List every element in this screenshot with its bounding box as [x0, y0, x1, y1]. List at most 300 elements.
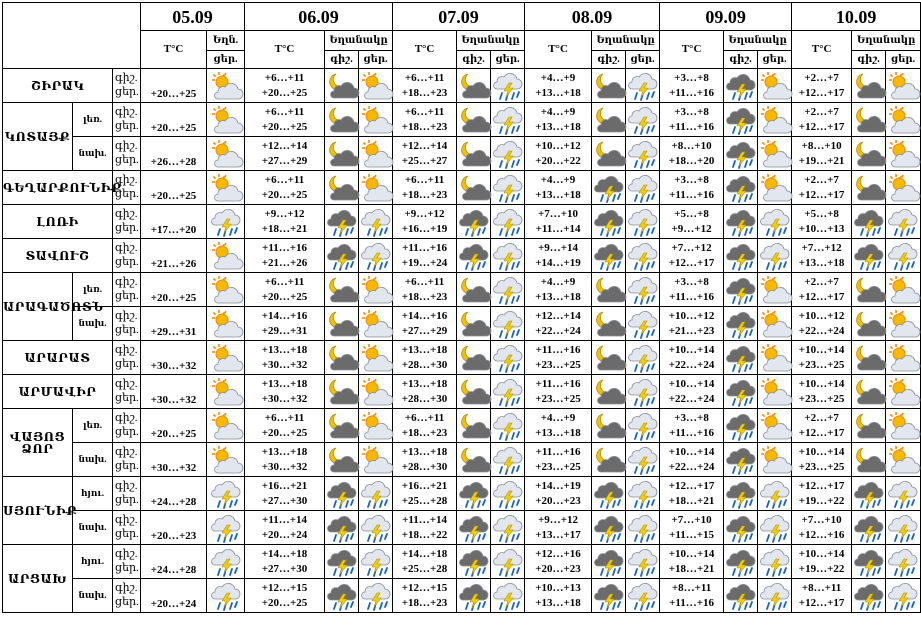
moon-cloud-icon: [852, 375, 886, 409]
temp-cell: [245, 477, 325, 511]
rain-icon: [207, 579, 245, 613]
sun-cloud-icon: [758, 137, 792, 171]
night-temp: +4…+9: [540, 71, 576, 84]
night-temp: +9…+12: [538, 513, 579, 526]
day-temp: +30…+32: [261, 460, 308, 473]
night-temp: +8…+10: [671, 139, 712, 152]
night-temp: +7…+12: [671, 241, 712, 254]
day-temp: +18…+22: [401, 528, 448, 541]
night-day-label: [113, 171, 141, 205]
night-temp: +11…+16: [535, 377, 581, 390]
day-temp: +28…+30: [401, 460, 448, 473]
table-row: [3, 511, 921, 545]
night-temp: +7…+12: [801, 241, 842, 254]
sun-cloud-icon: [207, 103, 245, 137]
temp-cell: [660, 205, 724, 239]
rain-icon: [886, 205, 921, 239]
thunderstorm-icon: [325, 511, 359, 545]
day-temp: +28…+30: [401, 358, 448, 371]
rain-icon: [626, 307, 660, 341]
region-name: ԿՈՏԱՅՔ: [3, 103, 73, 171]
date-header: 07.09: [393, 3, 525, 31]
night-temp: +10…+14: [668, 445, 715, 458]
rain-icon: [207, 205, 245, 239]
rain-icon: [491, 443, 525, 477]
night-temp: +9…+12: [404, 207, 445, 220]
moon-cloud-icon: [852, 171, 886, 205]
rain-icon: [758, 205, 792, 239]
rain-icon: [359, 239, 393, 273]
day-label: ցեր.: [115, 493, 139, 506]
moon-cloud-icon: [592, 443, 626, 477]
thunderstorm-icon: [325, 545, 359, 579]
rain-icon: [758, 545, 792, 579]
sun-cloud-icon: [207, 239, 245, 273]
night-temp: +12…+16: [535, 547, 581, 560]
temp-cell: [792, 273, 852, 307]
night-temp: +7…+10: [801, 513, 842, 526]
sun-cloud-icon: [359, 307, 393, 341]
moon-cloud-icon: [852, 103, 886, 137]
night-temp: +11…+16: [262, 241, 307, 254]
night-day-label: [113, 103, 141, 137]
day-temp: +21…+23: [668, 324, 715, 337]
day-temp: +11…+16: [669, 120, 715, 133]
night-temp: +4…+9: [540, 173, 576, 186]
day-temp: +12…+17: [798, 426, 845, 439]
night-label: գիշ.: [115, 377, 138, 390]
thunderstorm-icon: [592, 205, 626, 239]
night-temp: +8…+10: [801, 139, 842, 152]
zone-label: լեռ.: [73, 409, 113, 443]
rain-icon: [491, 69, 525, 103]
night-temp: +3…+8: [674, 71, 709, 84]
temp-cell: [660, 579, 724, 613]
temp-cell: [393, 273, 457, 307]
thunderstorm-icon: [457, 205, 491, 239]
zone-label: նախ.: [73, 307, 113, 341]
day-temp: +27…+30: [261, 562, 308, 575]
day-temp: +23…+25: [798, 460, 845, 473]
rain-icon: [491, 511, 525, 545]
moon-cloud-icon: [325, 307, 359, 341]
night-label: գիշ.: [115, 241, 138, 254]
sun-cloud-icon: [886, 273, 921, 307]
night-day-label: [113, 307, 141, 341]
thunderstorm-icon: [457, 239, 491, 273]
temp-cell: [525, 137, 592, 171]
sun-cloud-icon: [359, 69, 393, 103]
rain-icon: [626, 205, 660, 239]
moon-cloud-icon: [592, 69, 626, 103]
temp-cell: [660, 511, 724, 545]
night-label: գիշ.: [115, 207, 138, 220]
night-temp: +4…+9: [540, 411, 576, 424]
day-temp: +12…+17: [798, 86, 845, 99]
night-temp: +11…+16: [535, 445, 581, 458]
rain-icon: [886, 477, 921, 511]
thunderstorm-icon: [457, 477, 491, 511]
thunderstorm-icon: [592, 477, 626, 511]
table-row: [3, 443, 921, 477]
night-temp: +2…+7: [804, 173, 839, 186]
day-temp: +11…+15: [669, 528, 715, 541]
night-day-label: [113, 443, 141, 477]
day-temp: +18…+23: [401, 596, 448, 609]
moon-cloud-icon: [325, 171, 359, 205]
temp-cell: [660, 137, 724, 171]
night-temp: +13…+18: [261, 343, 308, 356]
temp-cell: [792, 477, 852, 511]
day-temp: +22…+24: [668, 358, 715, 371]
temp-cell: [245, 443, 325, 477]
temp-cell: [393, 239, 457, 273]
temp-cell: +29…+31: [141, 307, 207, 341]
sun-cloud-icon: [886, 69, 921, 103]
day-temp: +18…+23: [401, 120, 448, 133]
temp-cell: [660, 239, 724, 273]
temp-cell: [525, 579, 592, 613]
night-temp: +6…+11: [264, 71, 305, 84]
date-header: 06.09: [245, 3, 393, 31]
day-subheader: ցեր.: [758, 51, 792, 69]
thunderstorm-icon: [852, 545, 886, 579]
day-temp: +20…+25: [261, 290, 308, 303]
night-label: գիշ.: [115, 479, 138, 492]
moon-cloud-icon: [592, 409, 626, 443]
temp-cell: +17…+20: [141, 205, 207, 239]
night-label: գիշ.: [115, 547, 138, 560]
night-label: գիշ.: [115, 513, 138, 526]
night-subheader: գիշ.: [457, 51, 491, 69]
moon-cloud-icon: [457, 137, 491, 171]
day-temp: +12…+16: [798, 528, 845, 541]
night-temp: +2…+7: [804, 71, 839, 84]
zone-label: լեռ.: [73, 103, 113, 137]
night-label: գիշ.: [115, 139, 138, 152]
table-row: [3, 103, 921, 137]
day-label: ցեր.: [115, 187, 139, 200]
day-temp: +19…+24: [401, 256, 448, 269]
thunderstorm-icon: [724, 171, 758, 205]
rain-icon: [886, 579, 921, 613]
night-day-label: [113, 477, 141, 511]
temp-cell: [525, 545, 592, 579]
night-temp: +2…+7: [804, 105, 839, 118]
sun-cloud-icon: [207, 69, 245, 103]
day-temp: +22…+24: [668, 392, 715, 405]
sun-cloud-icon: [758, 103, 792, 137]
thunderstorm-icon: [724, 239, 758, 273]
sun-cloud-icon: [758, 307, 792, 341]
temp-cell: [393, 409, 457, 443]
thunderstorm-icon: [724, 409, 758, 443]
sun-cloud-icon: [886, 137, 921, 171]
night-subheader: գիշ.: [325, 51, 359, 69]
day-temp: +13…+18: [535, 426, 581, 439]
temp-cell: [245, 375, 325, 409]
rain-icon: [758, 579, 792, 613]
temp-cell: [525, 205, 592, 239]
night-temp: +10…+14: [798, 547, 845, 560]
night-label: գիշ.: [115, 411, 138, 424]
day-temp: +12…+17: [798, 188, 845, 201]
moon-cloud-icon: [457, 375, 491, 409]
forecast-table: [2, 2, 921, 613]
night-label: գիշ.: [115, 445, 138, 458]
night-day-label: [113, 545, 141, 579]
night-temp: +3…+8: [674, 173, 709, 186]
rain-icon: [359, 511, 393, 545]
sun-cloud-icon: [359, 443, 393, 477]
rain-icon: [359, 545, 393, 579]
sun-cloud-icon: [359, 103, 393, 137]
day-temp: +28…+30: [401, 392, 448, 405]
day-temp: +23…+25: [535, 460, 581, 473]
rain-icon: [491, 103, 525, 137]
night-temp: +8…+11: [671, 581, 712, 594]
zone-label: նախ.: [73, 579, 113, 613]
temp-cell: +20…+25: [141, 171, 207, 205]
night-temp: +3…+8: [674, 275, 709, 288]
moon-cloud-icon: [325, 103, 359, 137]
temp-cell: [660, 545, 724, 579]
temp-cell: [792, 341, 852, 375]
day-label: ցեր.: [115, 221, 139, 234]
temp-cell: [245, 171, 325, 205]
day-temp: +11…+16: [669, 596, 715, 609]
night-temp: +8…+11: [801, 581, 842, 594]
thunderstorm-icon: [724, 545, 758, 579]
temp-cell: [792, 545, 852, 579]
night-temp: +12…+14: [401, 139, 448, 152]
sun-cloud-icon: [758, 409, 792, 443]
night-temp: +9…+14: [538, 241, 579, 254]
day-temp: +20…+25: [261, 426, 308, 439]
temp-cell: [245, 307, 325, 341]
temp-cell: [245, 239, 325, 273]
rain-icon: [758, 477, 792, 511]
night-temp: +14…+16: [401, 309, 448, 322]
table-row: [3, 273, 921, 307]
temp-cell: +30…+32: [141, 375, 207, 409]
sun-cloud-icon: [207, 273, 245, 307]
table-row: [3, 477, 921, 511]
thunderstorm-icon: [325, 239, 359, 273]
temp-header: T°C: [141, 31, 207, 69]
temp-cell: [525, 477, 592, 511]
temp-cell: [792, 205, 852, 239]
temp-cell: [245, 341, 325, 375]
temp-cell: [525, 307, 592, 341]
moon-cloud-icon: [852, 409, 886, 443]
zone-label: նախ.: [73, 137, 113, 171]
temp-cell: [792, 375, 852, 409]
night-temp: +10…+12: [535, 139, 581, 152]
rain-icon: [491, 137, 525, 171]
night-temp: +11…+16: [535, 343, 581, 356]
sun-cloud-icon: [886, 103, 921, 137]
night-day-label: [113, 579, 141, 613]
night-temp: +5…+8: [674, 207, 709, 220]
thunderstorm-icon: [592, 239, 626, 273]
weather-header: Եղանակը: [724, 31, 792, 51]
night-day-label: [113, 137, 141, 171]
sun-cloud-icon: [359, 137, 393, 171]
sun-cloud-icon: [758, 273, 792, 307]
day-temp: +13…+18: [535, 120, 581, 133]
thunderstorm-icon: [724, 205, 758, 239]
temp-cell: [525, 273, 592, 307]
temp-cell: [393, 171, 457, 205]
thunderstorm-icon: [592, 511, 626, 545]
sun-cloud-icon: [207, 137, 245, 171]
rain-icon: [207, 511, 245, 545]
corner-cell: [3, 3, 141, 69]
temp-cell: [792, 171, 852, 205]
night-temp: +5…+8: [804, 207, 839, 220]
moon-cloud-icon: [325, 69, 359, 103]
day-label: ցեր.: [115, 527, 139, 540]
temp-cell: [792, 511, 852, 545]
day-temp: +18…+23: [401, 290, 448, 303]
night-temp: +13…+18: [261, 445, 308, 458]
day-temp: +27…+29: [261, 154, 308, 167]
day-temp: +10…+13: [798, 222, 845, 235]
night-temp: +10…+13: [535, 581, 581, 594]
day-temp: +27…+29: [401, 324, 448, 337]
temp-cell: [393, 443, 457, 477]
night-temp: +6…+11: [404, 105, 445, 118]
temp-cell: [792, 579, 852, 613]
temp-cell: [525, 69, 592, 103]
region-name: ՇԻՐԱԿ: [3, 69, 113, 103]
temp-cell: [245, 137, 325, 171]
temp-cell: [393, 103, 457, 137]
night-temp: +4…+9: [540, 275, 576, 288]
rain-icon: [886, 511, 921, 545]
day-temp: +20…+25: [261, 120, 308, 133]
day-label: ցեր.: [115, 153, 139, 166]
day-temp: +23…+25: [535, 358, 581, 371]
day-temp: +20…+23: [535, 494, 581, 507]
day-temp: +18…+23: [401, 426, 448, 439]
temp-cell: [660, 409, 724, 443]
moon-cloud-icon: [852, 307, 886, 341]
moon-cloud-icon: [325, 137, 359, 171]
moon-cloud-icon: [852, 137, 886, 171]
rain-icon: [491, 171, 525, 205]
region-name: ՏԱՎՈՒՇ: [3, 239, 113, 273]
night-label: գիշ.: [115, 343, 138, 356]
night-temp: +7…+10: [538, 207, 579, 220]
zone-label: նախ.: [73, 443, 113, 477]
night-temp: +4…+9: [540, 105, 576, 118]
day-temp: +20…+25: [261, 188, 308, 201]
day-subheader: ցեր.: [626, 51, 660, 69]
night-temp: +2…+7: [804, 275, 839, 288]
thunderstorm-icon: [724, 477, 758, 511]
temp-cell: [660, 307, 724, 341]
temp-cell: [660, 477, 724, 511]
day-temp: +11…+16: [669, 188, 715, 201]
moon-cloud-icon: [457, 69, 491, 103]
weather-header: Եղանակը: [852, 31, 921, 51]
day-temp: +12…+17: [798, 290, 845, 303]
day-label: ցեր.: [115, 119, 139, 132]
table-row: [3, 307, 921, 341]
rain-icon: [207, 477, 245, 511]
night-day-label: [113, 205, 141, 239]
night-day-label: [113, 239, 141, 273]
temp-cell: [245, 103, 325, 137]
moon-cloud-icon: [457, 341, 491, 375]
day-temp: +30…+32: [261, 358, 308, 371]
day-temp: +20…+23: [535, 562, 581, 575]
night-temp: +9…+12: [264, 207, 305, 220]
moon-cloud-icon: [325, 341, 359, 375]
thunderstorm-icon: [592, 545, 626, 579]
temp-cell: +20…+25: [141, 103, 207, 137]
table-row: [3, 239, 921, 273]
moon-cloud-icon: [592, 273, 626, 307]
date-header: 10.09: [792, 3, 921, 31]
rain-icon: [491, 307, 525, 341]
sun-cloud-icon: [886, 307, 921, 341]
temp-cell: +24…+28: [141, 545, 207, 579]
weather-header: Եղանակը: [457, 31, 525, 51]
moon-cloud-icon: [852, 69, 886, 103]
night-temp: +3…+8: [674, 411, 709, 424]
moon-cloud-icon: [592, 137, 626, 171]
sun-cloud-icon: [207, 341, 245, 375]
day-temp: +18…+21: [668, 562, 715, 575]
night-day-label: [113, 273, 141, 307]
table-row: [3, 409, 921, 443]
temp-cell: [245, 511, 325, 545]
day-temp: +20…+25: [261, 596, 308, 609]
day-temp: +25…+27: [401, 154, 448, 167]
rain-icon: [626, 103, 660, 137]
thunderstorm-icon: [724, 579, 758, 613]
temp-cell: [393, 137, 457, 171]
night-temp: +10…+12: [798, 309, 845, 322]
night-label: գիշ.: [115, 275, 138, 288]
day-temp: +20…+25: [261, 86, 308, 99]
thunderstorm-icon: [724, 341, 758, 375]
moon-cloud-icon: [592, 307, 626, 341]
thunderstorm-icon: [325, 205, 359, 239]
day-temp: +30…+32: [261, 392, 308, 405]
temp-cell: +20…+25: [141, 69, 207, 103]
region-name: ԱՐՑԱԽ: [3, 545, 73, 613]
night-temp: +13…+18: [401, 343, 448, 356]
day-temp: +13…+18: [798, 256, 845, 269]
thunderstorm-icon: [325, 477, 359, 511]
night-temp: +10…+14: [798, 377, 845, 390]
night-day-label: [113, 409, 141, 443]
day-label: ցեր.: [115, 85, 139, 98]
day-temp: +21…+26: [261, 256, 308, 269]
temp-cell: [525, 103, 592, 137]
day-temp: +13…+18: [535, 290, 581, 303]
day-label: ցեր.: [115, 391, 139, 404]
night-temp: +14…+19: [535, 479, 581, 492]
temp-cell: [660, 273, 724, 307]
day-temp: +25…+28: [401, 562, 448, 575]
night-label: գիշ.: [115, 309, 138, 322]
sun-cloud-icon: [758, 171, 792, 205]
